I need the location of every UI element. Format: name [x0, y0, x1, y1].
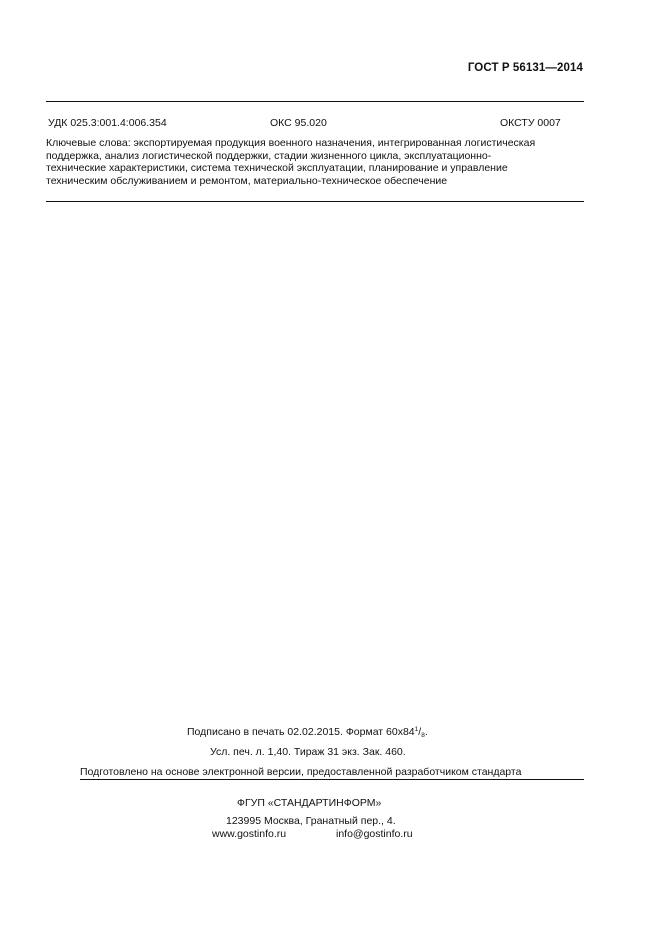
keywords-line: Ключевые слова: экспортируемая продукция военного назначения, интегрированная логистическая	[46, 137, 536, 149]
keywords-line: техническим обслуживанием и ремонтом, материально-техническое обеспечение	[46, 174, 448, 187]
keywords-line: поддержка, анализ логистической поддержки, стадии жизненного цикла, эксплуатационно-	[46, 149, 492, 162]
format-denominator: 8	[421, 732, 425, 739]
format-numerator: 1	[414, 726, 419, 733]
publisher-name: ФГУП «СТАНДАРТИНФОРМ»	[237, 797, 382, 809]
standard-code: ГОСТ Р 56131—2014	[467, 62, 583, 74]
imprint-divider	[80, 779, 584, 780]
format-slash: /	[418, 726, 422, 738]
oks-code: ОКС 95.020	[270, 117, 327, 129]
udk-code: УДК 025.3:001.4:006.354	[48, 117, 167, 129]
keywords-line: технические характеристики, система технической эксплуатации, планирование и управление	[46, 162, 508, 174]
signed-prefix: Подписано в печать 02.02.2015. Формат 60x84	[187, 726, 415, 738]
keywords-block	[46, 137, 584, 187]
okstu-code: ОКСТУ 0007	[500, 117, 561, 129]
print-info: Усл. печ. л. 1,40. Тираж 31 экз. Зак. 460.	[210, 746, 406, 758]
keywords-divider	[46, 201, 584, 202]
publisher-website[interactable]: www.gostinfo.ru	[212, 828, 287, 840]
publisher-email[interactable]: info@gostinfo.ru	[336, 828, 413, 840]
top-divider	[46, 101, 584, 102]
prepared-note: Подготовлено на основе электронной версии, предоставленной разработчиком стандарта	[80, 766, 522, 778]
signed-suffix: .	[424, 726, 428, 738]
signed-for-print	[187, 726, 428, 739]
publisher-address: 123995 Москва, Гранатный пер., 4.	[226, 815, 396, 827]
